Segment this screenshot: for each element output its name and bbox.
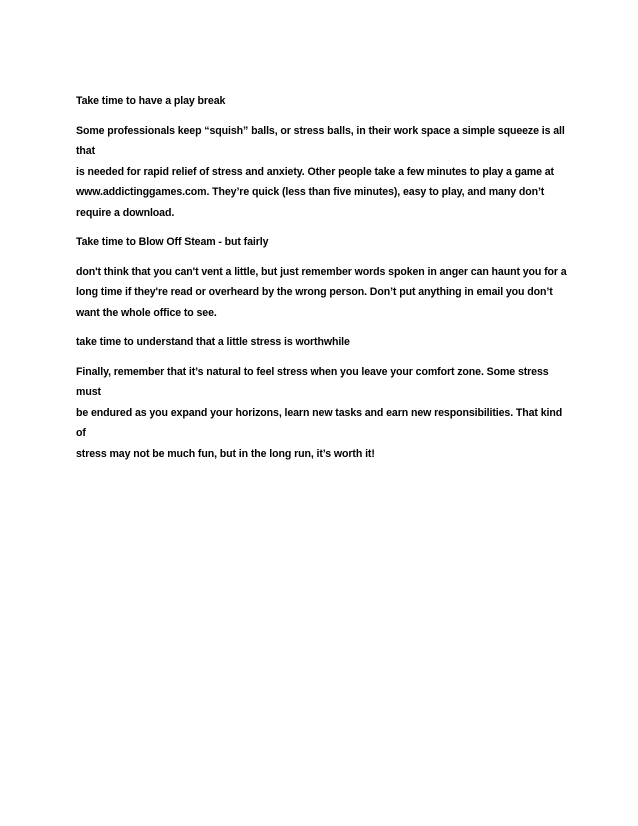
section-heading-play-break: Take time to have a play break [76, 95, 226, 107]
paragraph-line: require a download. [76, 206, 175, 219]
section-paragraph-stress-worthwhile [76, 362, 570, 465]
section-heading-stress-worthwhile: take time to understand that a little stress is worthwhile [76, 336, 350, 348]
paragraph-line: don't think that you can't vent a little, but just remember words spoken in anger can haunt you for a [76, 265, 567, 278]
paragraph-line: is needed for rapid relief of stress and anxiety. Other people take a few minutes to play a game at [76, 165, 554, 178]
paragraph-line: www.addictinggames.com. They’re quick (less than five minutes), easy to play, and many don’t [76, 186, 545, 198]
paragraph-line: Some professionals keep “squish” balls, or stress balls, in their work space a simple squeeze is all that [76, 124, 565, 157]
section-heading-blow-off-steam: Take time to Blow Off Steam - but fairly [76, 236, 269, 248]
paragraph-line: be endured as you expand your horizons, learn new tasks and earn new responsibilities. That kind of [76, 406, 563, 439]
section-paragraph-blow-off-steam [76, 262, 570, 324]
document-content [76, 91, 570, 473]
section-paragraph-play-break [76, 121, 570, 224]
paragraph-line: long time if they're read or overheard by the wrong person. Don’t put anything in email you don’t [76, 286, 553, 298]
paragraph-line: Finally, remember that it’s natural to feel stress when you leave your comfort zone. Some stress must [76, 365, 549, 398]
paragraph-line: want the whole office to see. [76, 306, 217, 319]
paragraph-line: stress may not be much fun, but in the long run, it’s worth it! [76, 447, 375, 460]
